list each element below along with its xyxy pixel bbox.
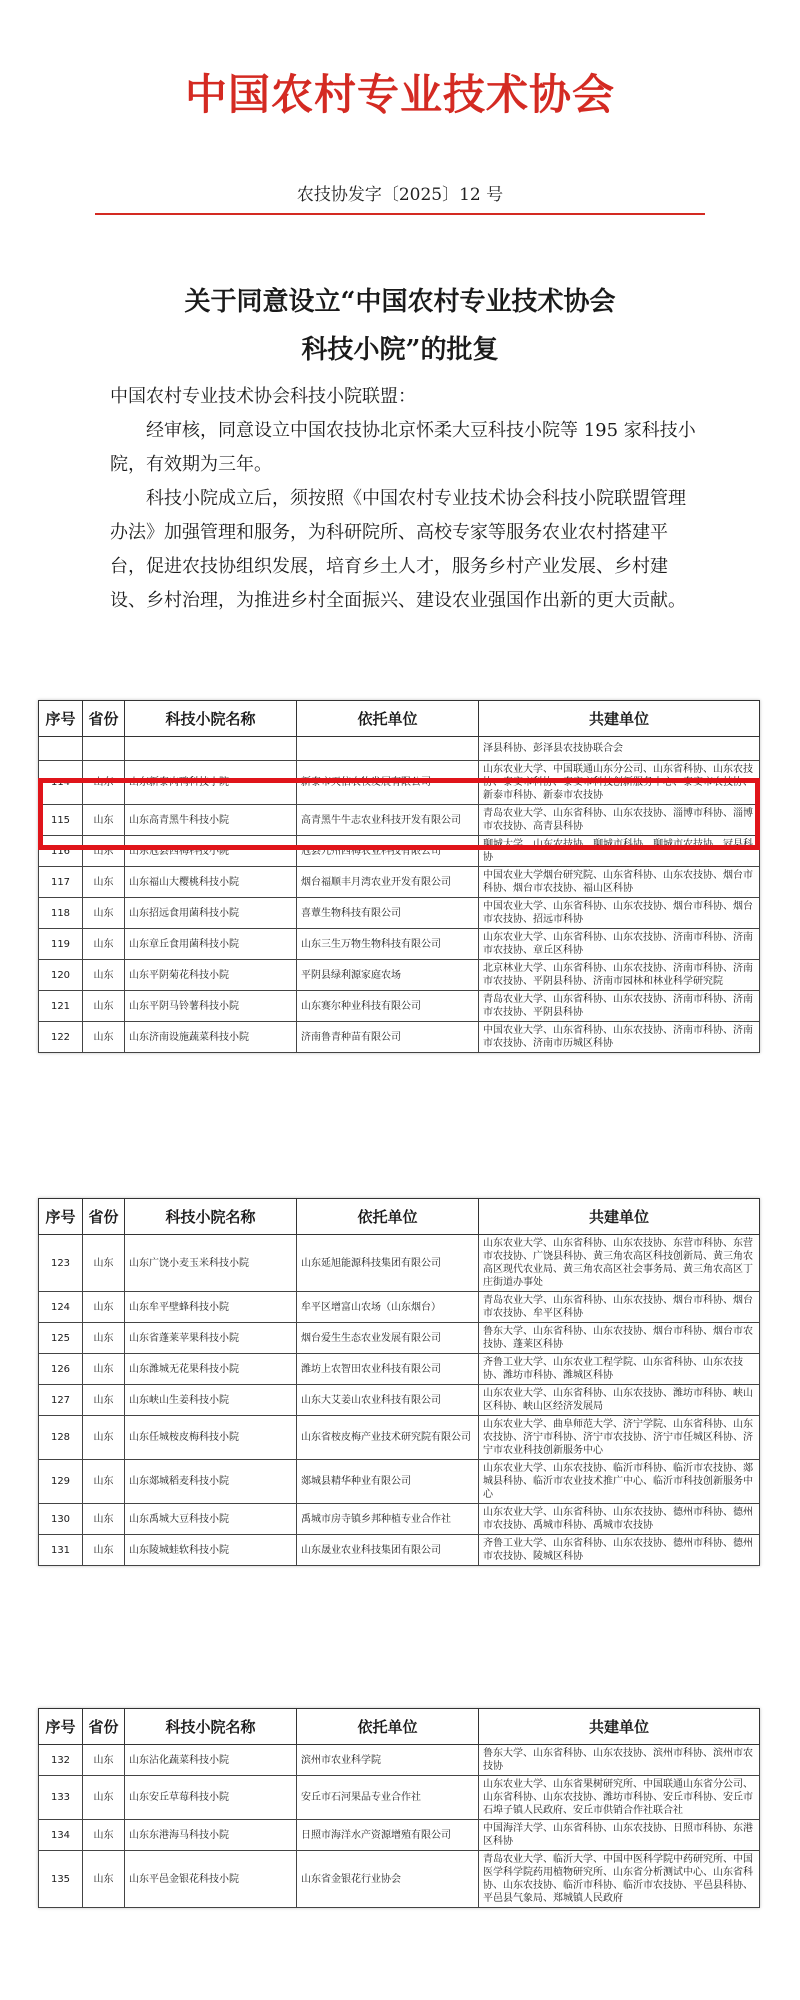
province-cell: 山东 xyxy=(83,898,125,929)
co-builders-cell: 鲁东大学、山东省科协、山东农技协、滨州市科协、滨州市农技协 xyxy=(479,1745,760,1776)
table-row xyxy=(39,1820,760,1851)
header-support-unit: 依托单位 xyxy=(297,701,479,737)
table-page-2 xyxy=(38,1198,760,1566)
name-cell: 山东沾化蔬菜科技小院 xyxy=(125,1745,297,1776)
seq-cell: 115 xyxy=(39,805,83,836)
name-cell: 山东济南设施蔬菜科技小院 xyxy=(125,1022,297,1053)
name-cell: 山东牟平壁蜂科技小院 xyxy=(125,1292,297,1323)
header-support-unit: 依托单位 xyxy=(297,1199,479,1235)
co-builders-cell: 青岛农业大学、山东省科协、山东农技协、济南市科协、济南市农技协、平阴县科协 xyxy=(479,991,760,1022)
co-builders-cell: 北京林业大学、山东省科协、山东农技协、济南市科协、济南市农技协、平阴县科协、济南市园林和林业科学研究院 xyxy=(479,960,760,991)
support-unit-cell: 山东大艾姜山农业科技有限公司 xyxy=(297,1385,479,1416)
name-cell: 山东安丘草莓科技小院 xyxy=(125,1776,297,1820)
salutation: 中国农村专业技术协会科技小院联盟： xyxy=(110,386,416,407)
table-row xyxy=(39,929,760,960)
table-row xyxy=(39,1354,760,1385)
co-builders-cell: 齐鲁工业大学、山东省科协、山东农技协、德州市科协、德州市农技协、陵城区科协 xyxy=(479,1535,760,1566)
co-builders-cell: 青岛农业大学、临沂大学、中国中医科学院中药研究所、中国医学科学院药用植物研究所、山东省分析测试中心、山东省科协、山东农技协、临沂市科协、临沂市农技协、平邑县科协、平邑县气象局、郑城镇人民政府 xyxy=(479,1851,760,1908)
header-name: 科技小院名称 xyxy=(125,1199,297,1235)
header-seq: 序号 xyxy=(39,1199,83,1235)
table-row xyxy=(39,1745,760,1776)
seq-cell: 126 xyxy=(39,1354,83,1385)
support-unit-cell: 日照市海洋水产资源增殖有限公司 xyxy=(297,1820,479,1851)
province-cell: 山东 xyxy=(83,761,125,805)
seq-cell: 119 xyxy=(39,929,83,960)
approval-table-2 xyxy=(38,1198,760,1566)
name-cell: 山东招远食用菌科技小院 xyxy=(125,898,297,929)
table-row xyxy=(39,898,760,929)
name-cell: 山东新泰肉鸭科技小院 xyxy=(125,761,297,805)
title-line-2: 科技小院”的批复 xyxy=(301,335,499,365)
support-unit-cell: 滨州市农业科学院 xyxy=(297,1745,479,1776)
support-unit-cell: 牟平区增富山农场（山东烟台） xyxy=(297,1292,479,1323)
co-builders-cell: 青岛农业大学、山东省科协、山东农技协、淄博市科协、淄博市农技协、高青县科协 xyxy=(479,805,760,836)
header-support-unit: 依托单位 xyxy=(297,1709,479,1745)
header-province: 省份 xyxy=(83,1709,125,1745)
name-cell: 山东平阴马铃薯科技小院 xyxy=(125,991,297,1022)
table-row xyxy=(39,805,760,836)
support-unit-cell: 禹城市房寺镇乡邦种植专业合作社 xyxy=(297,1504,479,1535)
seq-cell: 130 xyxy=(39,1504,83,1535)
support-unit-cell: 喜蕈生物科技有限公司 xyxy=(297,898,479,929)
province-cell: 山东 xyxy=(83,1776,125,1820)
province-cell: 山东 xyxy=(83,929,125,960)
support-unit-cell: 山东省金银花行业协会 xyxy=(297,1851,479,1908)
seq-cell: 134 xyxy=(39,1820,83,1851)
province-cell: 山东 xyxy=(83,1385,125,1416)
province-cell: 山东 xyxy=(83,1504,125,1535)
table-row xyxy=(39,1851,760,1908)
co-builders-cell: 青岛农业大学、山东省科协、山东农技协、烟台市科协、烟台市农技协、牟平区科协 xyxy=(479,1292,760,1323)
support-unit-cell: 山东省桉皮梅产业技术研究院有限公司 xyxy=(297,1416,479,1460)
name-cell: 山东冠县西梅科技小院 xyxy=(125,836,297,867)
seq-cell: 114 xyxy=(39,761,83,805)
province-cell: 山东 xyxy=(83,991,125,1022)
province-cell: 山东 xyxy=(83,1235,125,1292)
co-builders-cell: 中国海洋大学、山东省科协、山东农技协、日照市科协、东港区科协 xyxy=(479,1820,760,1851)
table-row xyxy=(39,1022,760,1053)
table-row xyxy=(39,1504,760,1535)
province-cell: 山东 xyxy=(83,960,125,991)
name-cell: 山东福山大樱桃科技小院 xyxy=(125,867,297,898)
province-cell: 山东 xyxy=(83,867,125,898)
name-cell: 山东东港海马科技小院 xyxy=(125,1820,297,1851)
province-cell: 山东 xyxy=(83,805,125,836)
name-cell: 山东潍城无花果科技小院 xyxy=(125,1354,297,1385)
co-builders-cell: 山东农业大学、山东省科协、山东农技协、潍坊市科协、峡山区科协、峡山区经济发展局 xyxy=(479,1385,760,1416)
header-co-builders: 共建单位 xyxy=(479,1709,760,1745)
province-cell: 山东 xyxy=(83,1535,125,1566)
seq-cell: 121 xyxy=(39,991,83,1022)
support-unit-cell: 山东晟业农业科技集团有限公司 xyxy=(297,1535,479,1566)
seq-cell: 127 xyxy=(39,1385,83,1416)
table-row xyxy=(39,1292,760,1323)
support-unit-cell: 烟台爱生生态农业发展有限公司 xyxy=(297,1323,479,1354)
co-builders-cell: 山东农业大学、山东省果树研究所、中国联通山东省分公司、山东省科协、山东农技协、潍坊市科协、安丘市科协、安丘市石埠子镇人民政府、安丘市供销合作社联合社 xyxy=(479,1776,760,1820)
support-unit-cell: 山东赛尔种业科技有限公司 xyxy=(297,991,479,1022)
seq-cell: 117 xyxy=(39,867,83,898)
province-cell: 山东 xyxy=(83,1460,125,1504)
province-cell: 山东 xyxy=(83,1851,125,1908)
province-cell: 山东 xyxy=(83,1292,125,1323)
paragraph-approval: 经审核，同意设立中国农技协北京怀柔大豆科技小院等 195 家科技小院，有效期为三年。 xyxy=(110,420,696,475)
table-row xyxy=(39,960,760,991)
header-seq: 序号 xyxy=(39,1709,83,1745)
province-cell: 山东 xyxy=(83,1022,125,1053)
table-row xyxy=(39,1776,760,1820)
name-cell: 山东禹城大豆科技小院 xyxy=(125,1504,297,1535)
province-cell: 山东 xyxy=(83,1416,125,1460)
province-cell: 山东 xyxy=(83,1820,125,1851)
document-title xyxy=(0,278,800,374)
table-row xyxy=(39,761,760,805)
seq-cell: 123 xyxy=(39,1235,83,1292)
province-cell: 山东 xyxy=(83,1745,125,1776)
red-divider xyxy=(95,213,705,215)
header-seq: 序号 xyxy=(39,701,83,737)
support-unit-cell: 济南鲁青种苗有限公司 xyxy=(297,1022,479,1053)
header-name: 科技小院名称 xyxy=(125,1709,297,1745)
title-line-1: 关于同意设立“中国农村专业技术协会 xyxy=(184,287,616,317)
name-cell: 山东峡山生姜科技小院 xyxy=(125,1385,297,1416)
seq-cell: 125 xyxy=(39,1323,83,1354)
carry-over-cell: 泽县科协、彭泽县农技协联合会 xyxy=(479,737,760,761)
name-cell: 山东高青黑牛科技小院 xyxy=(125,805,297,836)
table-header-row xyxy=(39,1199,760,1235)
seq-cell: 129 xyxy=(39,1460,83,1504)
support-unit-cell: 平阴县绿利源家庭农场 xyxy=(297,960,479,991)
seq-cell: 124 xyxy=(39,1292,83,1323)
co-builders-cell: 齐鲁工业大学、山东农业工程学院、山东省科协、山东农技协、潍坊市科协、潍城区科协 xyxy=(479,1354,760,1385)
support-unit-cell: 高青黑牛牛志农业科技开发有限公司 xyxy=(297,805,479,836)
co-builders-cell: 山东农业大学、山东农技协、临沂市科协、临沂市农技协、郯城县科协、临沂市农业技术推广中心、临沂市科技创新服务中心 xyxy=(479,1460,760,1504)
seq-cell: 132 xyxy=(39,1745,83,1776)
table-body-1 xyxy=(39,761,760,1053)
co-builders-cell: 山东农业大学、山东省科协、山东农技协、东营市科协、东营市农技协、广饶县科协、黄三角农高区科技创新局、黄三角农高区现代农业局、黄三角农高区社会事务局、黄三角农高区丁庄街道办事处 xyxy=(479,1235,760,1292)
seq-cell: 118 xyxy=(39,898,83,929)
support-unit-cell: 冠县九州西梅农业科技有限公司 xyxy=(297,836,479,867)
table-row xyxy=(39,1323,760,1354)
seq-cell: 133 xyxy=(39,1776,83,1820)
header-province: 省份 xyxy=(83,701,125,737)
co-builders-cell: 中国农业大学、山东省科协、山东农技协、济南市科协、济南市农技协、济南市历城区科协 xyxy=(479,1022,760,1053)
table-row xyxy=(39,737,760,761)
paragraph-requirements: 科技小院成立后，须按照《中国农村专业技术协会科技小院联盟管理办法》加强管理和服务，为科研院所、高校专家等服务农业农村搭建平台，促进农技协组织发展，培育乡土人才，服务乡村产业发展、乡村建设、乡村治理，为推进乡村全面振兴、建设农业强国作出新的更大贡献。 xyxy=(110,488,686,611)
table-row xyxy=(39,1235,760,1292)
approval-table-1 xyxy=(38,700,760,1053)
name-cell: 山东任城桉皮梅科技小院 xyxy=(125,1416,297,1460)
header-co-builders: 共建单位 xyxy=(479,701,760,737)
table-page-3 xyxy=(38,1708,760,1908)
table-row xyxy=(39,836,760,867)
support-unit-cell: 烟台福顺丰月湾农业开发有限公司 xyxy=(297,867,479,898)
table-row xyxy=(39,1460,760,1504)
table-row xyxy=(39,867,760,898)
table-row xyxy=(39,991,760,1022)
support-unit-cell: 山东三生万物生物科技有限公司 xyxy=(297,929,479,960)
seq-cell: 122 xyxy=(39,1022,83,1053)
co-builders-cell: 山东农业大学、山东省科协、山东农技协、德州市科协、德州市农技协、禹城市科协、禹城市农技协 xyxy=(479,1504,760,1535)
name-cell: 山东章丘食用菌科技小院 xyxy=(125,929,297,960)
approval-table-3 xyxy=(38,1708,760,1908)
support-unit-cell: 潍坊上农智田农业科技有限公司 xyxy=(297,1354,479,1385)
name-cell: 山东广饶小麦玉米科技小院 xyxy=(125,1235,297,1292)
table-row xyxy=(39,1416,760,1460)
co-builders-cell: 山东农业大学、山东省科协、山东农技协、济南市科协、济南市农技协、章丘区科协 xyxy=(479,929,760,960)
seq-cell: 120 xyxy=(39,960,83,991)
co-builders-cell: 聊城大学、山东农技协、聊城市科协、聊城市农技协、冠县科协 xyxy=(479,836,760,867)
province-cell: 山东 xyxy=(83,836,125,867)
seq-cell: 128 xyxy=(39,1416,83,1460)
table-row xyxy=(39,1535,760,1566)
support-unit-cell: 新泰市天信农牧发展有限公司 xyxy=(297,761,479,805)
header-name: 科技小院名称 xyxy=(125,701,297,737)
table-body-3 xyxy=(39,1745,760,1908)
seq-cell: 131 xyxy=(39,1535,83,1566)
table-header-row xyxy=(39,701,760,737)
table-row xyxy=(39,1385,760,1416)
seq-cell: 116 xyxy=(39,836,83,867)
province-cell: 山东 xyxy=(83,1354,125,1385)
support-unit-cell: 安丘市石河果品专业合作社 xyxy=(297,1776,479,1820)
org-title: 中国农村专业技术协会 xyxy=(184,70,615,119)
header-province: 省份 xyxy=(83,1199,125,1235)
co-builders-cell: 中国农业大学、山东省科协、山东农技协、烟台市科协、烟台市农技协、招远市科协 xyxy=(479,898,760,929)
name-cell: 山东郯城稻麦科技小院 xyxy=(125,1460,297,1504)
province-cell: 山东 xyxy=(83,1323,125,1354)
document-number: 农技协发字〔2025〕12 号 xyxy=(296,185,504,205)
table-header-row xyxy=(39,1709,760,1745)
support-unit-cell: 山东延旭能源科技集团有限公司 xyxy=(297,1235,479,1292)
table-body-2 xyxy=(39,1235,760,1566)
seq-cell: 135 xyxy=(39,1851,83,1908)
support-unit-cell: 郯城县精华种业有限公司 xyxy=(297,1460,479,1504)
name-cell: 山东平邑金银花科技小院 xyxy=(125,1851,297,1908)
name-cell: 山东陵城蛙软科技小院 xyxy=(125,1535,297,1566)
table-page-1 xyxy=(38,700,760,1053)
name-cell: 山东省蓬莱苹果科技小院 xyxy=(125,1323,297,1354)
co-builders-cell: 山东农业大学、曲阜师范大学、济宁学院、山东省科协、山东农技协、济宁市科协、济宁市农技协、济宁市任城区科协、济宁市农业科技创新服务中心 xyxy=(479,1416,760,1460)
co-builders-cell: 山东农业大学、中国联通山东分公司、山东省科协、山东农技协、泰安市科协、泰安市科技创新服务中心、泰安市农技协、新泰市科协、新泰市农技协 xyxy=(479,761,760,805)
co-builders-cell: 鲁东大学、山东省科协、山东农技协、烟台市科协、烟台市农技协、蓬莱区科协 xyxy=(479,1323,760,1354)
name-cell: 山东平阴菊花科技小院 xyxy=(125,960,297,991)
co-builders-cell: 中国农业大学烟台研究院、山东省科协、山东农技协、烟台市科协、烟台市农技协、福山区科协 xyxy=(479,867,760,898)
header-co-builders: 共建单位 xyxy=(479,1199,760,1235)
document-body xyxy=(110,380,700,618)
